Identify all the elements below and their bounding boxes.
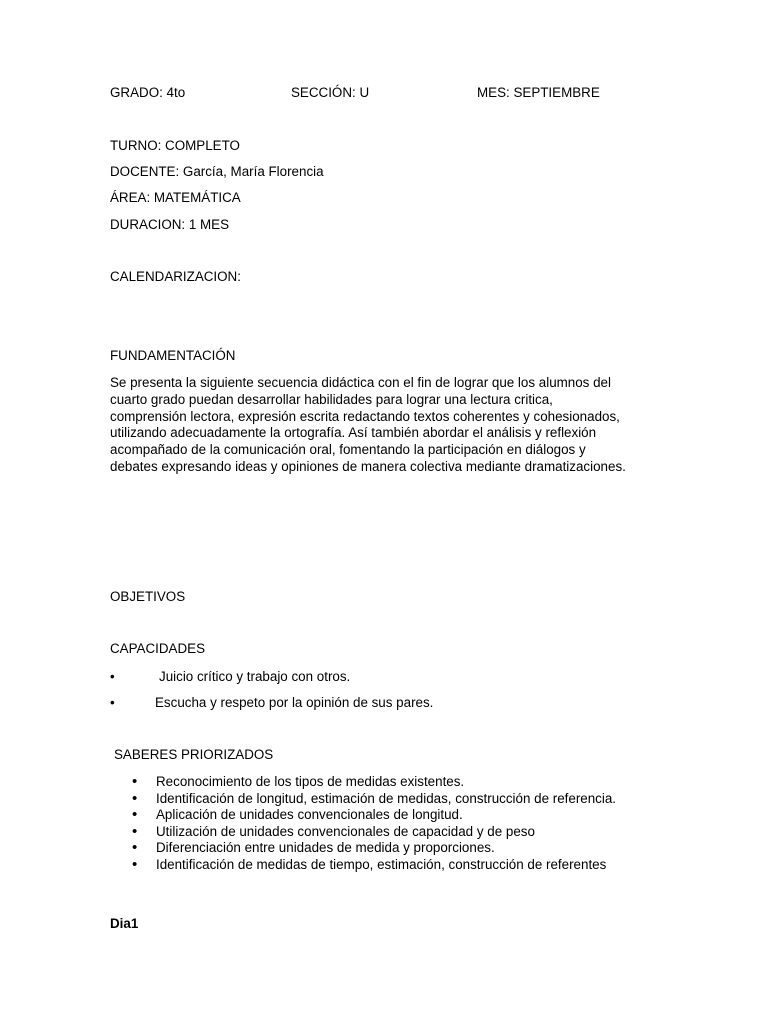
bullet-icon: • bbox=[132, 806, 138, 824]
objetivos-heading: OBJETIVOS bbox=[110, 589, 186, 604]
calendarizacion-label: CALENDARIZACION: bbox=[110, 269, 241, 284]
bullet-icon: • bbox=[132, 773, 138, 790]
saber-item: Aplicación de unidades convencionales de longitud. bbox=[156, 807, 463, 823]
fundamentacion-paragraph bbox=[110, 375, 670, 476]
bullet-icon: • bbox=[110, 695, 115, 710]
bullet-icon: • bbox=[132, 789, 138, 807]
paragraph-line: acompañado de la comunicación oral, fomentando la participación en diálogos y bbox=[110, 442, 586, 458]
area-label: ÁREA: MATEMÁTICA bbox=[110, 190, 241, 205]
bullet-icon: • bbox=[132, 839, 138, 857]
capacidades-heading: CAPACIDADES bbox=[110, 641, 205, 656]
saber-item: Identificación de longitud, estimación de medidas, construcción de referencia. bbox=[156, 790, 617, 806]
duracion-label: DURACION: 1 MES bbox=[110, 217, 230, 232]
saber-item: Reconocimiento de los tipos de medidas existentes. bbox=[156, 774, 465, 789]
saber-item: Utilización de unidades convencionales de capacidad y de peso bbox=[156, 823, 535, 839]
saber-item: Identificación de medidas de tiempo, estimación, construcción de referentes bbox=[156, 856, 607, 872]
dia-heading: Dia1 bbox=[110, 916, 139, 931]
capacidad-item: Escucha y respeto por la opinión de sus pares. bbox=[155, 695, 434, 710]
paragraph-line: comprensión lectora, expresión escrita redactando textos coherentes y cohesionados, bbox=[110, 408, 620, 424]
docente-label: DOCENTE: García, María Florencia bbox=[110, 164, 324, 179]
mes-label: MES: SEPTIEMBRE bbox=[477, 85, 600, 100]
seccion-label: SECCIÓN: U bbox=[291, 85, 370, 100]
capacidad-item: Juicio crítico y trabajo con otros. bbox=[159, 669, 351, 684]
grado-label: GRADO: 4to bbox=[110, 85, 186, 100]
turno-label: TURNO: COMPLETO bbox=[110, 138, 240, 153]
paragraph-line: cuarto grado puedan desarrollar habilidades para lograr una lectura critica, bbox=[110, 391, 553, 407]
paragraph-line: Se presenta la siguiente secuencia didáctica con el fin de lograr que los alumnos del bbox=[110, 375, 611, 390]
saberes-heading: SABERES PRIORIZADOS bbox=[114, 747, 274, 762]
bullet-icon: • bbox=[110, 669, 115, 684]
paragraph-line: utilizando adecuadamente la ortografía. Así también abordar el análisis y reflexión bbox=[110, 425, 597, 441]
saber-item: Diferenciación entre unidades de medida y proporciones. bbox=[156, 840, 495, 856]
bullet-icon: • bbox=[132, 822, 138, 840]
fundamentacion-heading: FUNDAMENTACIÓN bbox=[110, 348, 236, 363]
paragraph-line: debates expresando ideas y opiniones de manera colectiva mediante dramatizaciones. bbox=[110, 458, 626, 474]
bullet-icon: • bbox=[132, 855, 138, 873]
